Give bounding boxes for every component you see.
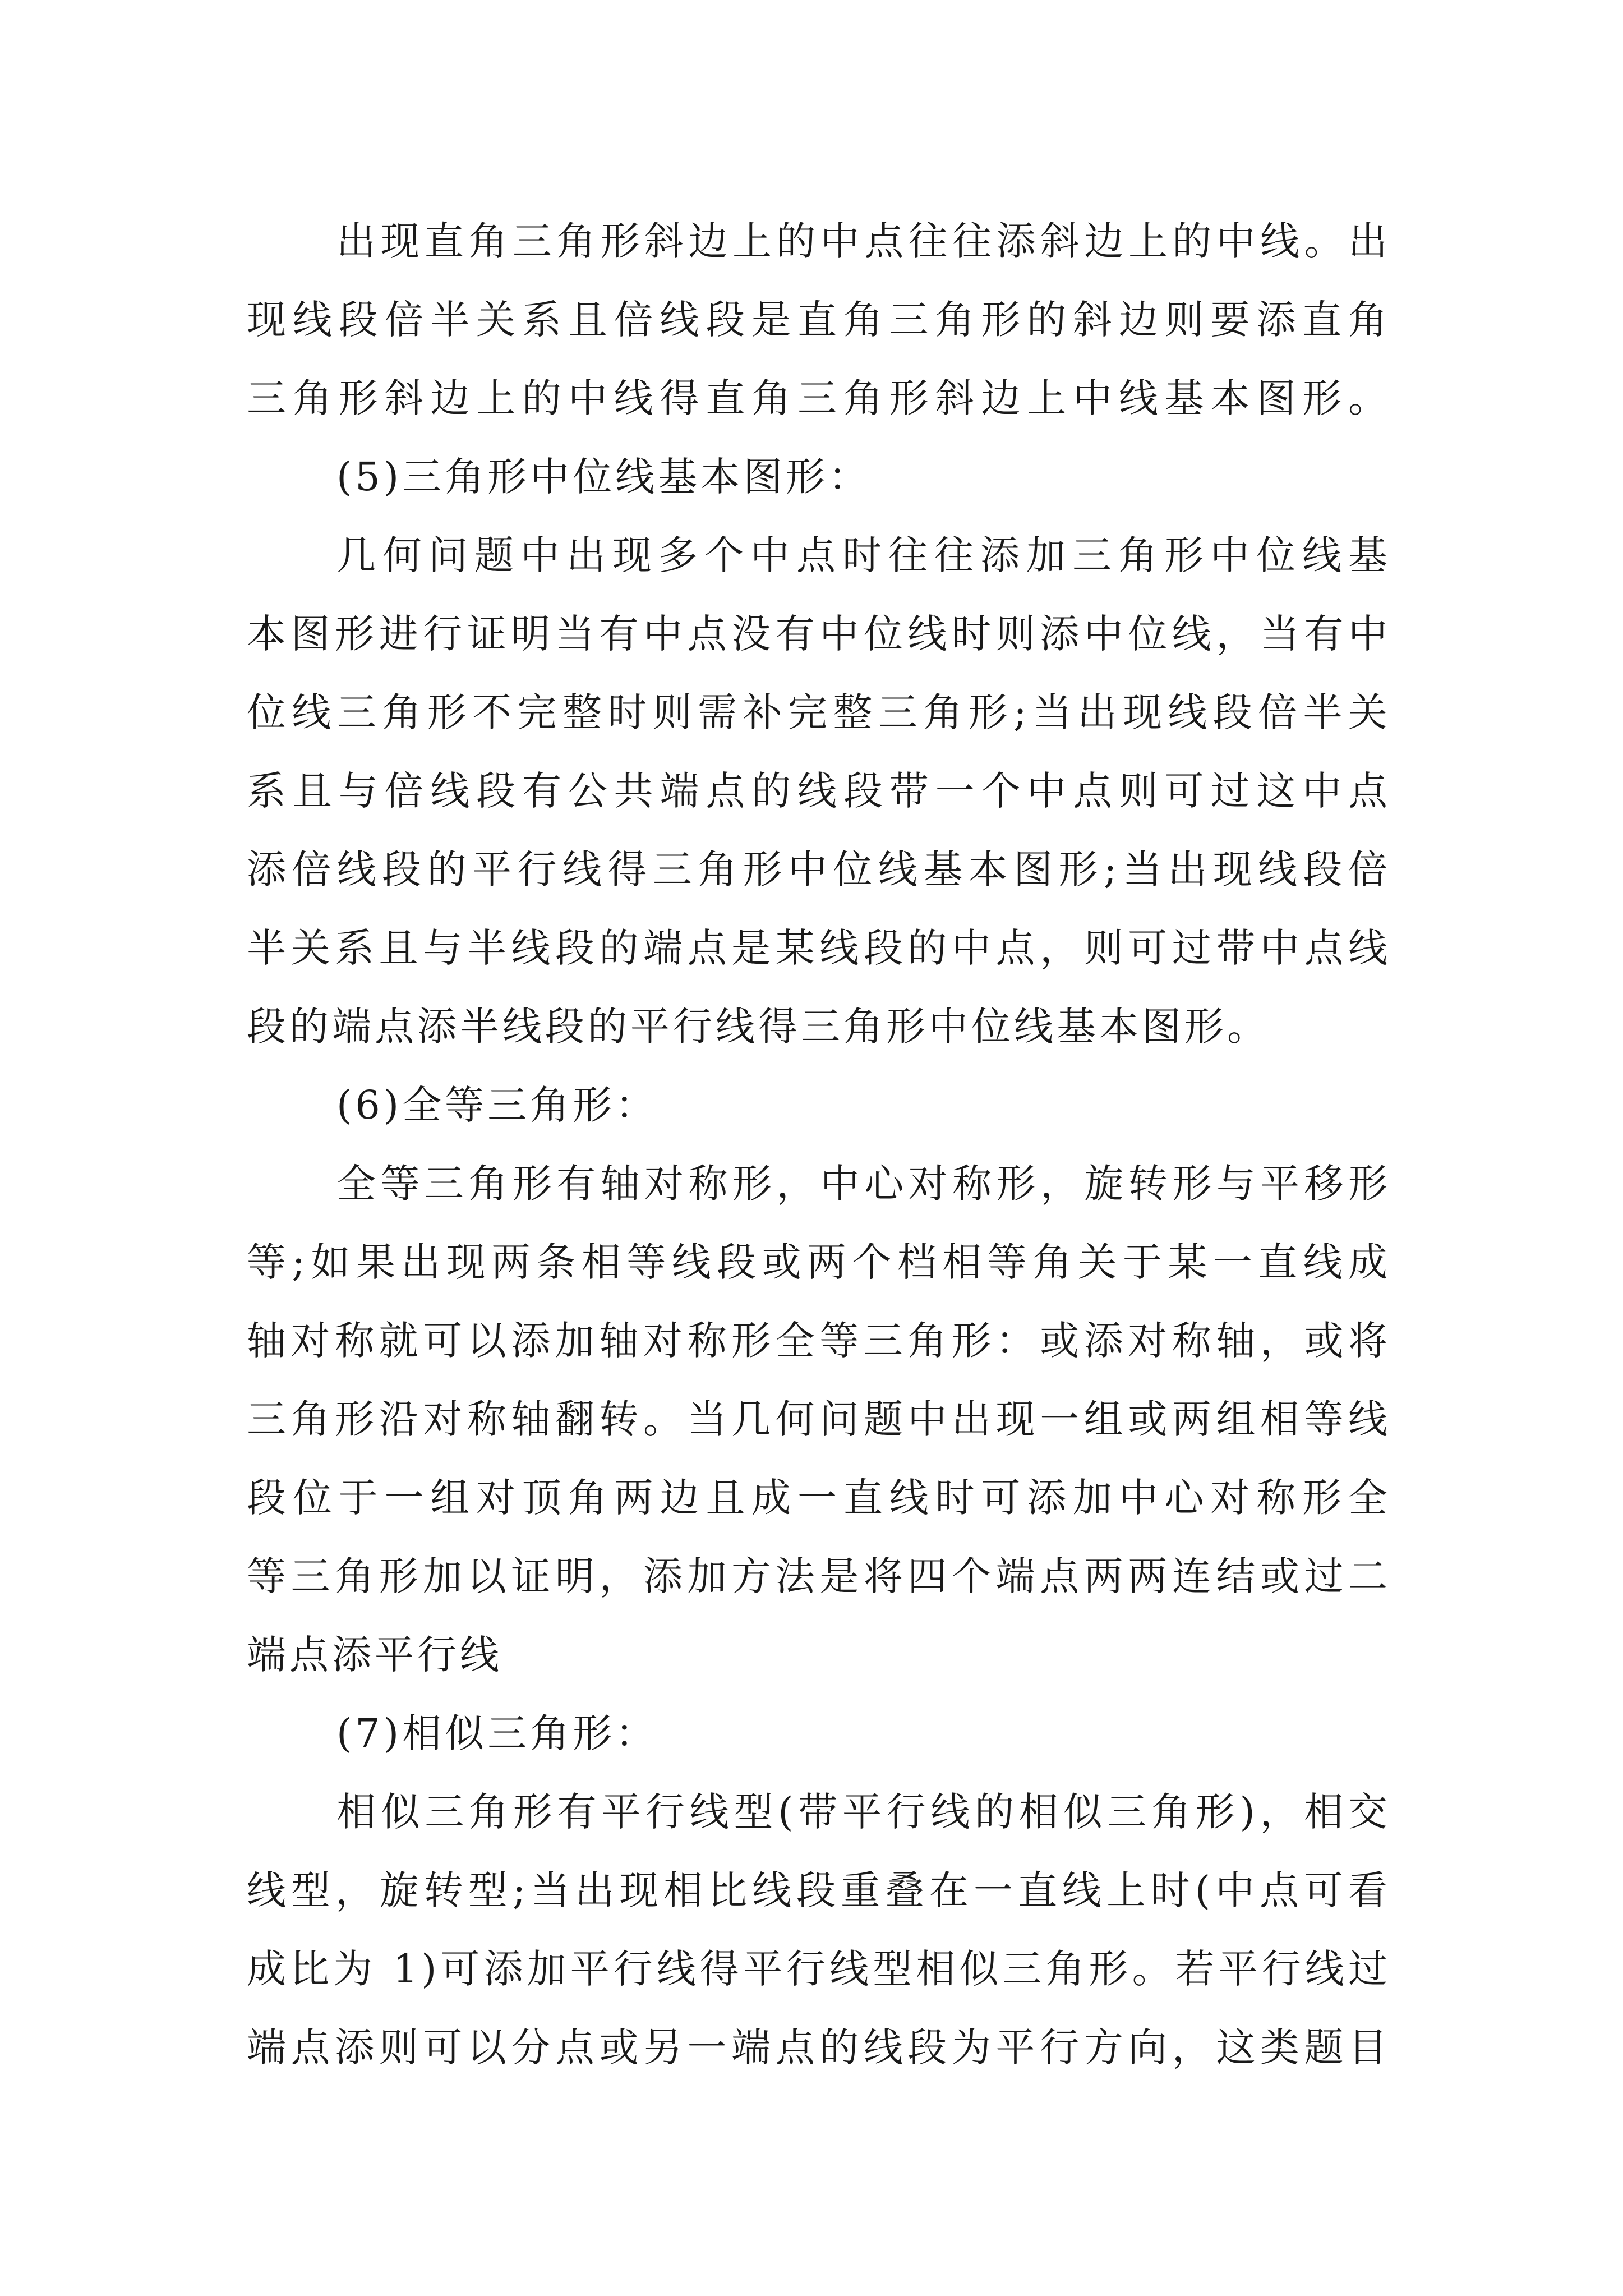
text-line: 端点添平行线	[247, 1632, 502, 1678]
section-heading: (7)相似三角形：	[336, 1710, 658, 1756]
text-line: 轴对称就可以添加轴对称形全等三角形：或添对称轴，或将	[247, 1318, 1391, 1364]
text-line: 端点添则可以分点或另一端点的线段为平行方向，这类题目	[247, 2024, 1391, 2070]
section-heading: (5)三角形中位线基本图形：	[336, 454, 872, 500]
text-line: 段位于一组对顶角两边且成一直线时可添加中心对称形全	[247, 1475, 1391, 1521]
text-line: 全等三角形有轴对称形，中心对称形，旋转形与平移形	[336, 1161, 1391, 1207]
text-line: 线型，旋转型;当出现相比线段重叠在一直线上时(中点可看	[247, 1867, 1391, 1913]
section-heading: (6)全等三角形：	[336, 1082, 658, 1128]
text-line: 相似三角形有平行线型(带平行线的相似三角形)，相交	[336, 1789, 1391, 1835]
text-line: 现线段倍半关系且倍线段是直角三角形的斜边则要添直角	[247, 297, 1391, 343]
text-line: 添倍线段的平行线得三角形中位线基本图形;当出现线段倍	[247, 846, 1391, 892]
text-line: 等;如果出现两条相等线段或两个档相等角关于某一直线成	[247, 1239, 1391, 1285]
text-line: 本图形进行证明当有中点没有中位线时则添中位线，当有中	[247, 611, 1391, 657]
text-line: 成比为 1)可添加平行线得平行线型相似三角形。若平行线过	[247, 1946, 1391, 1992]
text-line: 系且与倍线段有公共端点的线段带一个中点则可过这中点	[247, 768, 1391, 814]
text-line: 段的端点添半线段的平行线得三角形中位线基本图形。	[247, 1004, 1270, 1050]
text-line: 三角形斜边上的中线得直角三角形斜边上中线基本图形。	[247, 375, 1391, 421]
text-line: 等三角形加以证明，添加方法是将四个端点两两连结或过二	[247, 1553, 1391, 1599]
text-line: 位线三角形不完整时则需补完整三角形;当出现线段倍半关	[247, 689, 1391, 735]
text-line: 出现直角三角形斜边上的中点往往添斜边上的中线。出	[336, 218, 1391, 264]
text-line: 半关系且与半线段的端点是某线段的中点，则可过带中点线	[247, 925, 1391, 971]
text-line: 几何问题中出现多个中点时往往添加三角形中位线基	[336, 532, 1391, 578]
text-line: 三角形沿对称轴翻转。当几何问题中出现一组或两组相等线	[247, 1396, 1391, 1442]
